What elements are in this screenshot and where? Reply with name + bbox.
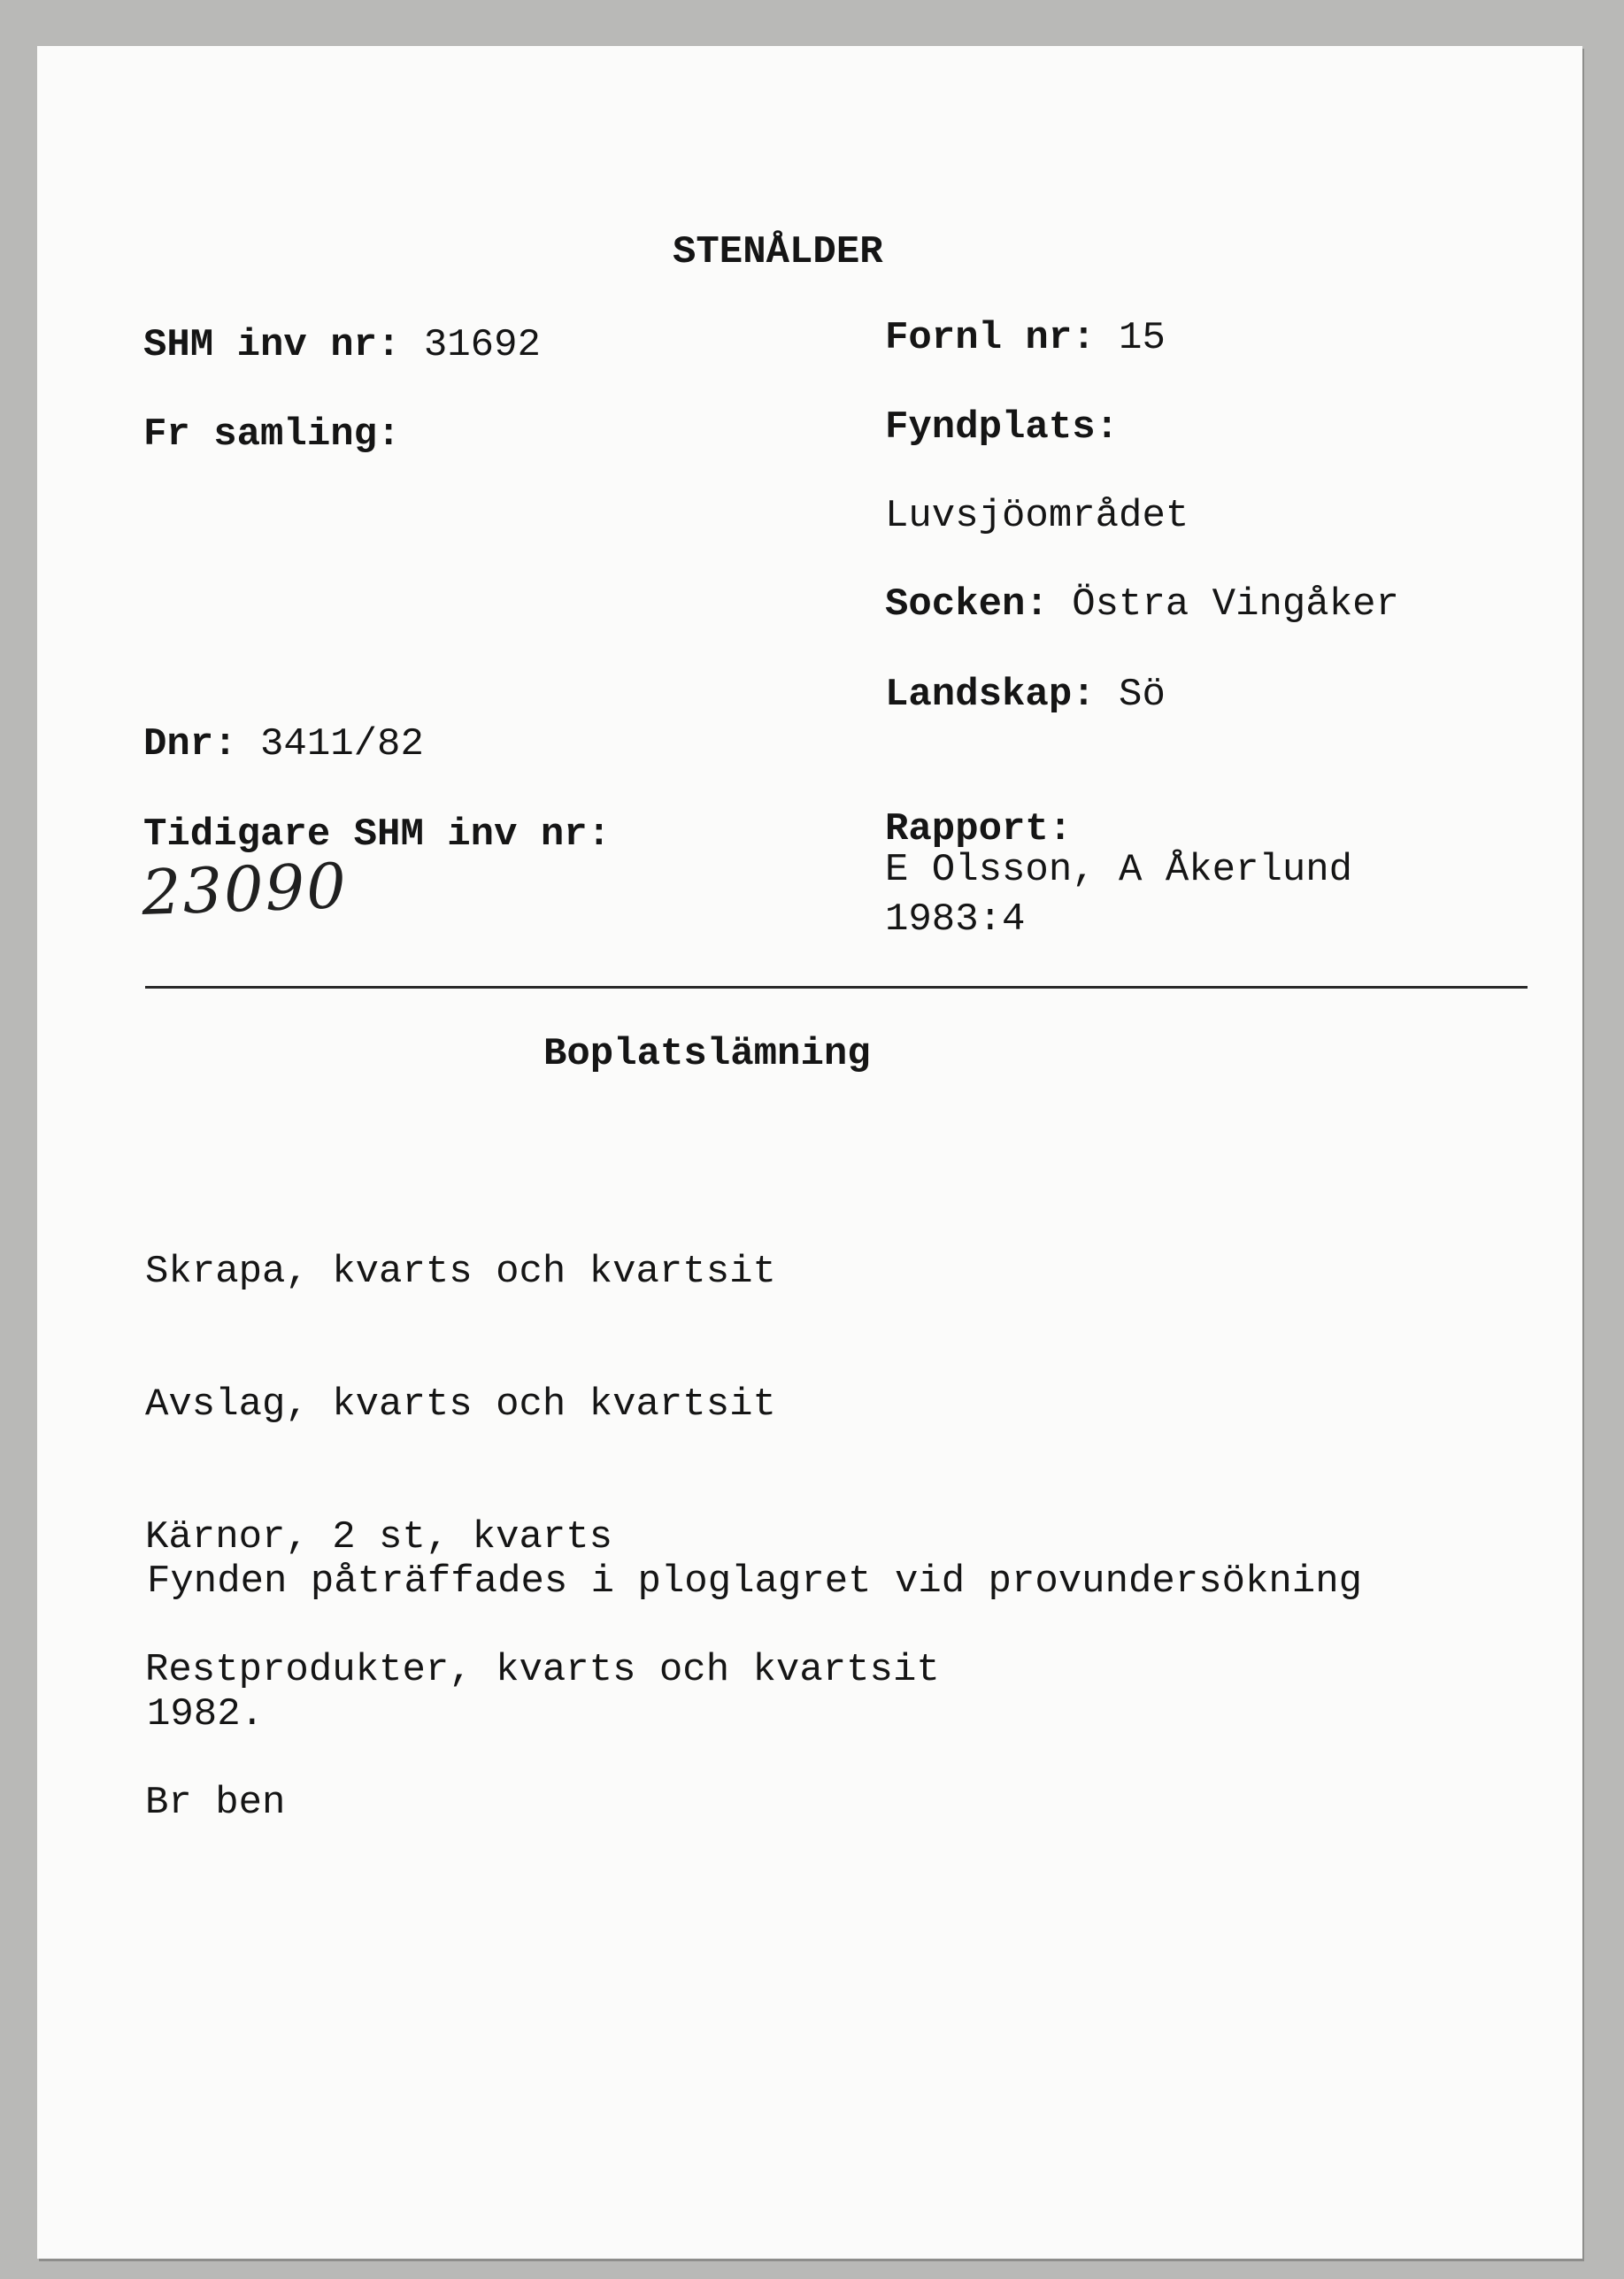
rapport-label: Rapport: [885, 807, 1073, 851]
fornl-nr-value: 15 [1119, 316, 1166, 360]
note-line-1: Fynden påträffades i ploglagret vid provundersökning [147, 1559, 1363, 1604]
tidigare-shm-inv-nr-label: Tidigare SHM inv nr: [143, 812, 612, 857]
shm-inv-nr-row [143, 323, 541, 367]
note-line-2: 1982. [147, 1692, 265, 1736]
fornl-nr-row [885, 316, 1166, 360]
list-item: Restprodukter, kvarts och kvartsit [145, 1648, 940, 1692]
document-title: STENÅLDER [673, 230, 883, 274]
note-paragraph [147, 1471, 1362, 1825]
landskap-row [885, 673, 1166, 717]
fr-samling-label: Fr samling: [143, 412, 401, 457]
socken-row [885, 582, 1399, 627]
landskap-value: Sö [1119, 673, 1166, 717]
list-item: Skrapa, kvarts och kvartsit [145, 1250, 776, 1294]
document-sheet [37, 46, 1582, 2259]
dnr-value: 3411/82 [260, 722, 424, 766]
landskap-label: Landskap: [885, 673, 1096, 717]
rapport-number: 1983:4 [885, 897, 1026, 942]
rapport-authors: E Olsson, A Åkerlund [885, 848, 1353, 892]
divider-rule [145, 986, 1528, 989]
list-item: Kärnor, 2 st, kvarts [145, 1515, 613, 1559]
dnr-label: Dnr: [143, 722, 237, 766]
fornl-nr-label: Fornl nr: [885, 316, 1096, 360]
socken-label: Socken: [885, 582, 1049, 627]
shm-inv-nr-label: SHM inv nr: [143, 323, 401, 367]
socken-value: Östra Vingåker [1072, 582, 1399, 627]
dnr-row [143, 722, 424, 766]
handwritten-inv-nr: 23090 [140, 849, 350, 930]
list-item: Avslag, kvarts och kvartsit [145, 1382, 776, 1427]
list-item: Br ben [145, 1781, 286, 1825]
fyndplats-value: Luvsjöområdet [885, 494, 1189, 538]
fyndplats-label: Fyndplats: [885, 405, 1120, 450]
shm-inv-nr-value: 31692 [423, 323, 541, 367]
section-heading: Boplatslämning [543, 1032, 871, 1076]
